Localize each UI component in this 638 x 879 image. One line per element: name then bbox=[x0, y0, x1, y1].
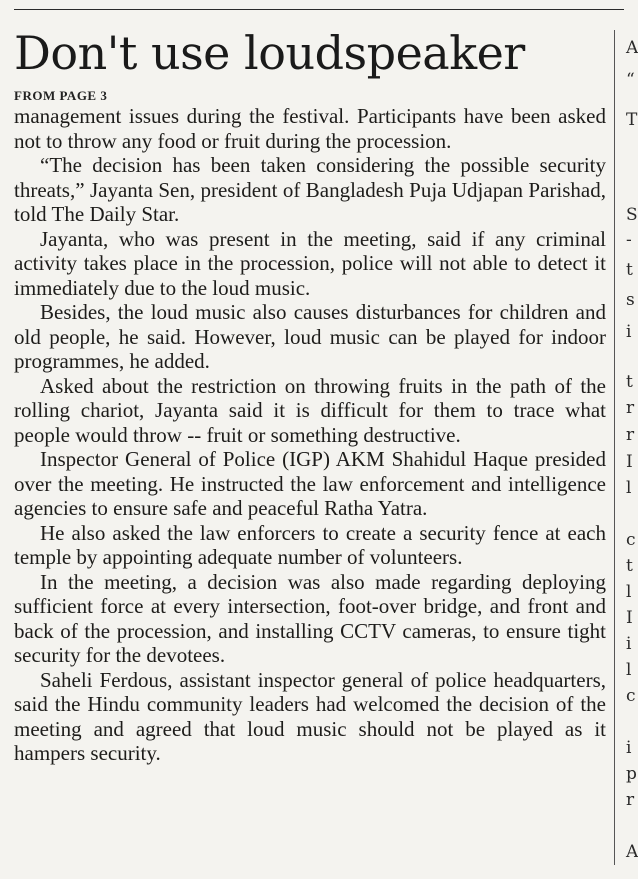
adjacent-letter: r bbox=[626, 425, 635, 445]
article-body bbox=[14, 104, 606, 766]
top-rule bbox=[14, 9, 624, 10]
adjacent-letter: c bbox=[626, 686, 636, 706]
adjacent-letter: I bbox=[626, 608, 633, 628]
adjacent-letter: t bbox=[626, 372, 633, 392]
adjacent-letter: t bbox=[626, 260, 633, 280]
adjacent-letter: A bbox=[626, 842, 638, 862]
paragraph: Besides, the loud music also causes disturbances for children and old people, he said. However, loud music can be played for indoor programmes, he added. bbox=[14, 300, 606, 373]
paragraph: Asked about the restriction on throwing fruits in the path of the rolling chariot, Jayanta said it is difficult for them to trace what people would throw -- fruit or something destructive. bbox=[14, 373, 606, 447]
adjacent-letter: T bbox=[626, 110, 638, 130]
paragraph: Jayanta, who was present in the meeting, said if any criminal activity takes place in the procession, police will not able to detect it immediately due to the loud music. bbox=[14, 226, 606, 300]
adjacent-letter: I bbox=[626, 452, 633, 472]
paragraph: “The decision has been taken considering the possible security threats,” Jayanta Sen, president of Bangladesh Puja Udjapan Parishad, told The Daily Star. bbox=[14, 153, 606, 226]
article bbox=[14, 26, 606, 766]
adjacent-letter: c bbox=[626, 530, 636, 550]
adjacent-letter: A bbox=[626, 38, 638, 58]
headline: Don't use loudspeaker bbox=[14, 26, 525, 80]
adjacent-letter: i bbox=[626, 738, 632, 758]
adjacent-letter: l bbox=[626, 660, 632, 680]
adjacent-letter: p bbox=[626, 764, 637, 784]
adjacent-letter: r bbox=[626, 790, 635, 810]
adjacent-column-fragment bbox=[620, 0, 638, 879]
column-divider bbox=[614, 30, 615, 865]
adjacent-letter: i bbox=[626, 634, 632, 654]
adjacent-letter: s bbox=[626, 290, 635, 310]
adjacent-letter: l bbox=[626, 582, 632, 602]
adjacent-letter: r bbox=[626, 398, 635, 418]
adjacent-letter: t bbox=[626, 556, 633, 576]
adjacent-letter: “ bbox=[626, 70, 635, 90]
paragraph: Inspector General of Police (IGP) AKM Shahidul Haque presided over the meeting. He instructed the law enforcement and intelligence agencies to ensure safe and peaceful Ratha Yatra. bbox=[14, 447, 606, 520]
paragraph: management issues during the festival. Participants have been asked not to throw any food or fruit during the procession. bbox=[14, 104, 606, 153]
paragraph: In the meeting, a decision was also made regarding deploying sufficient force at every intersection, foot-over bridge, and front and back of the procession, and installing CCTV cameras, to ensure tight security for the devotees. bbox=[14, 569, 606, 667]
paragraph: He also asked the law enforcers to create a security fence at each temple by appointing adequate number of volunteers. bbox=[14, 520, 606, 569]
adjacent-letter: - bbox=[626, 230, 632, 250]
jump-line: FROM PAGE 3 bbox=[14, 88, 108, 103]
adjacent-letter: S bbox=[626, 205, 638, 225]
adjacent-letter: l bbox=[626, 478, 632, 498]
adjacent-letter: i bbox=[626, 322, 632, 342]
paragraph: Saheli Ferdous, assistant inspector general of police headquarters, said the Hindu community leaders had welcomed the decision of the meeting and agreed that loud music should not be played as it hampers security. bbox=[14, 667, 606, 765]
